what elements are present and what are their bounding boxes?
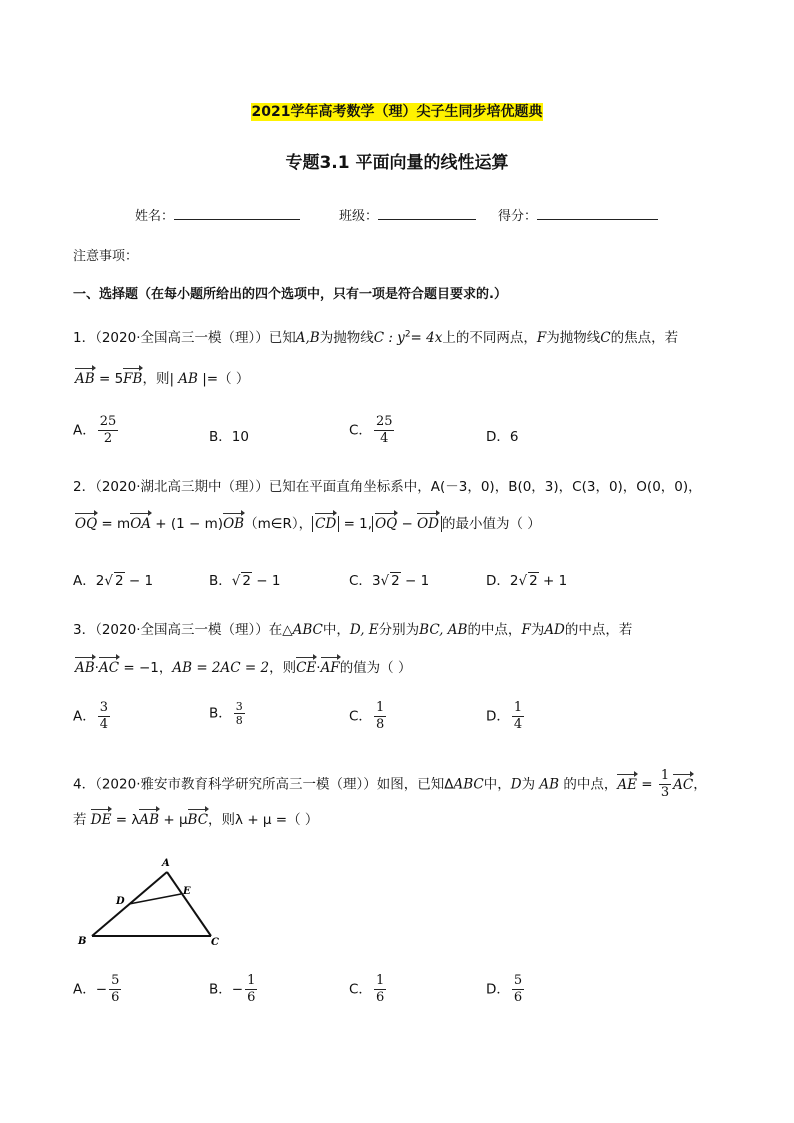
label-b: B: [78, 936, 87, 947]
q1-line2: AB = 5FB，则| AB |=（ ）: [75, 371, 250, 387]
notice-label: 注意事项：: [73, 249, 139, 264]
q2-option-c[interactable]: C．3√ 2 − 1: [349, 573, 430, 589]
q2-option-d[interactable]: D．2√ 2 + 1: [486, 573, 568, 589]
page-title: 专题3.1 平面向量的线性运算: [285, 153, 509, 173]
class-blank[interactable]: [378, 207, 476, 220]
q3-option-a[interactable]: A． $\frac{3}{4}$: [73, 700, 109, 732]
score-label: 得分：: [498, 209, 538, 224]
side-ac: [167, 872, 211, 936]
q3-option-d[interactable]: D． $\frac{1}{4}$: [486, 700, 523, 732]
q2-option-a[interactable]: A．2√ 2 − 1: [73, 573, 154, 589]
class-label: 班级：: [339, 209, 379, 224]
score-blank[interactable]: [537, 207, 658, 220]
q4-option-a[interactable]: A．− $\frac{5}{6}$: [73, 973, 120, 1005]
q3-option-b[interactable]: B． $\frac{3}{8}$: [209, 700, 243, 727]
label-c: C: [211, 937, 219, 948]
q2-line1: 2．（2020·湖北高三期中（理））已知在平面直角坐标系中，A(－3，0)，B(0，3)，C(3，0)，O(0，0)，: [73, 479, 702, 495]
q3-line2: AB·AC = −1，AB = 2AC = 2，则CE·AF的值为（ ）: [75, 660, 412, 676]
label-e: E: [183, 886, 191, 897]
q3-line1: 3．（2020·全国高三一模（理））在△ABC中，D, E分别为BC, AB的中点，F为AD的中点，若: [73, 622, 633, 638]
name-blank[interactable]: [174, 207, 300, 220]
score-field: [498, 205, 658, 224]
q1-option-c[interactable]: C． $\frac{25}{4}$: [349, 414, 393, 446]
q2-line2: OQ = mOA + (1 − m)OB（m∈R）， CD = 1, OQ − OD 的最小值为（ ）: [75, 516, 541, 532]
section-heading: 一、选择题（在每小题所给出的四个选项中，只有一项是符合题目要求的.）: [73, 287, 507, 302]
q1-line1: 1．（2020·全国高三一模（理））已知A,B为抛物线C : $y^2= 4x$上的不同两点，F为抛物线C的焦点，若: [73, 329, 679, 346]
label-a: A: [162, 858, 170, 869]
q4-option-c[interactable]: C． $\frac{1}{6}$: [349, 973, 385, 1005]
triangle-figure: [70, 850, 230, 955]
name-label: 姓名：: [135, 209, 175, 224]
q3-option-c[interactable]: C． $\frac{1}{8}$: [349, 700, 385, 732]
q4-option-d[interactable]: D． $\frac{5}{6}$: [486, 973, 523, 1005]
q4-option-b[interactable]: B．− $\frac{1}{6}$: [209, 973, 256, 1005]
q4-line2: 若 DE = λAB + μBC，则λ + μ =（ ）: [73, 812, 319, 828]
q2-option-b[interactable]: B．√ 2 − 1: [209, 573, 281, 589]
q1-option-a[interactable]: A． $\frac{25}{2}$: [73, 414, 117, 446]
q4-line1: 4．（2020·雅安市教育科学研究所高三一模（理））如图，已知ΔABC中，D为 AB 的中点，AE = $\frac{1}{3}$ AC，: [73, 768, 707, 800]
name-field: [135, 205, 300, 224]
series-title: 2021学年高考数学（理）尖子生同步培优题典: [251, 104, 543, 120]
label-d: D: [116, 896, 125, 907]
class-field: [339, 205, 476, 224]
q1-option-b[interactable]: B．10: [209, 429, 249, 445]
q1-option-d[interactable]: D．6: [486, 429, 519, 445]
